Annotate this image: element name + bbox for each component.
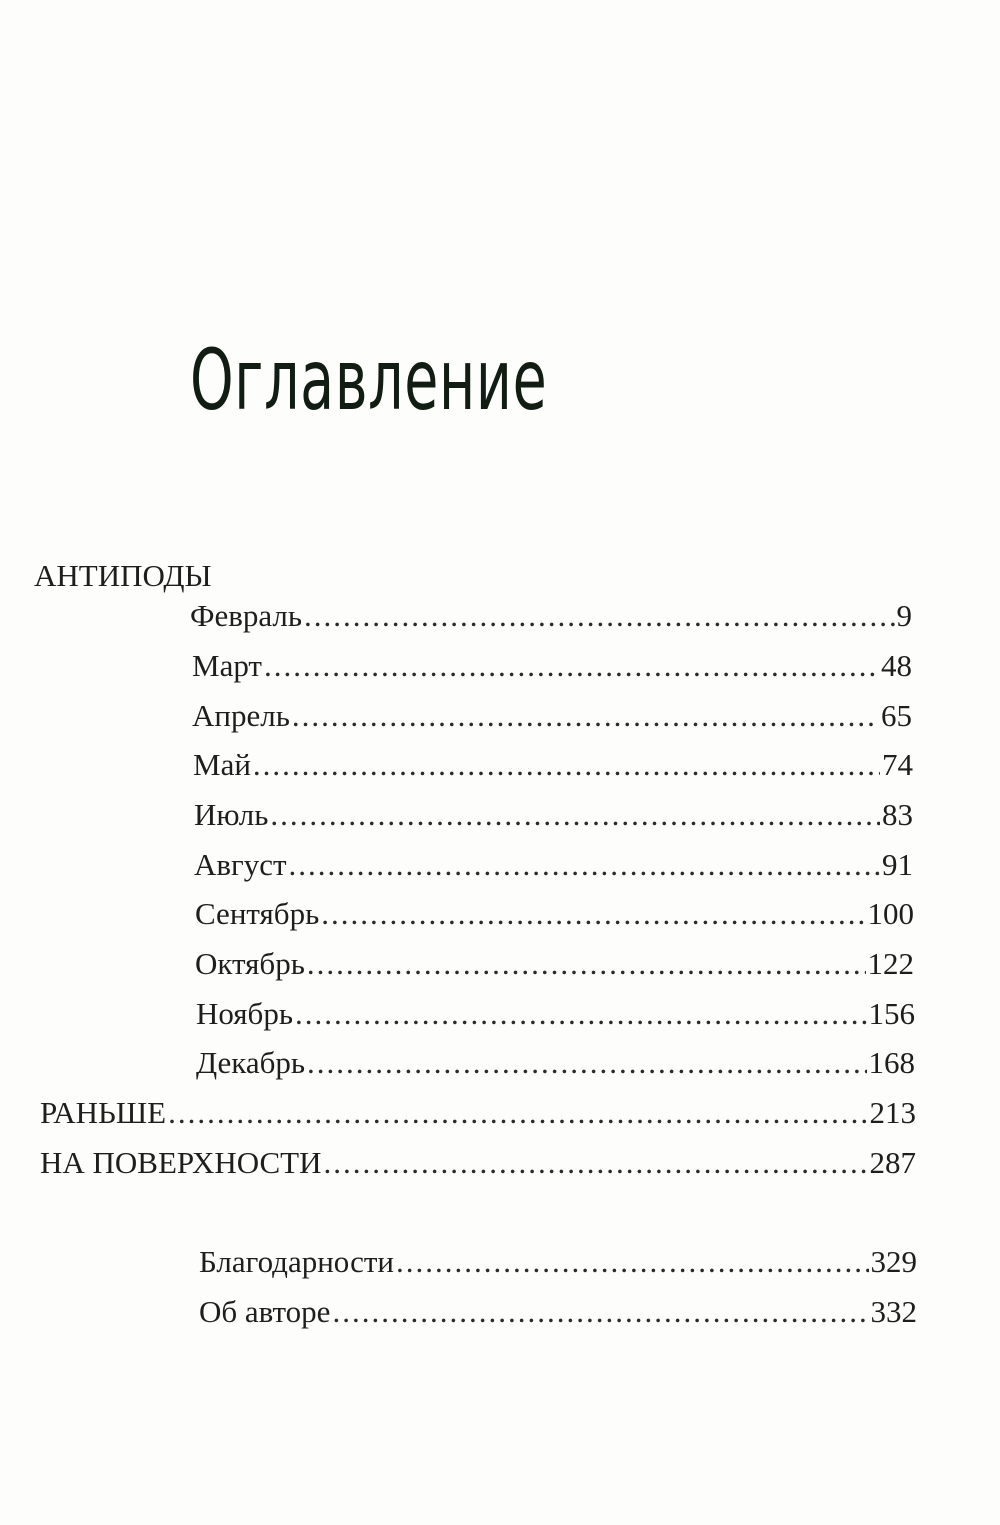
- toc-entry-label: Сентябрь: [195, 896, 320, 931]
- toc-entry: [194, 795, 913, 835]
- toc-part-entry: [40, 1093, 916, 1133]
- dot-leader: [292, 696, 879, 736]
- dot-leader: [307, 1043, 866, 1083]
- toc-entry-page: 83: [882, 797, 913, 832]
- toc-entry: [195, 944, 914, 984]
- toc-entry: [193, 745, 913, 785]
- toc-entry-page: 122: [867, 946, 914, 981]
- toc-entry-label: Июль: [194, 797, 269, 832]
- toc-entry: [190, 596, 912, 636]
- dot-leader: [304, 596, 894, 636]
- toc-entry: [194, 845, 913, 885]
- toc-backmatter-entry: [199, 1242, 917, 1282]
- toc-part-page: 213: [869, 1095, 916, 1130]
- toc-part-label: РАНЬШЕ: [40, 1095, 167, 1130]
- toc-backmatter-label: Об авторе: [199, 1294, 331, 1329]
- dot-leader: [324, 1143, 868, 1183]
- toc-entry-page: 156: [868, 996, 915, 1031]
- toc-entry: [196, 1043, 915, 1083]
- toc-entry-label: Май: [193, 747, 251, 782]
- toc-part-page: 287: [869, 1145, 916, 1180]
- dot-leader: [168, 1093, 867, 1133]
- toc-entry-page: 100: [867, 896, 914, 931]
- toc-backmatter-page: 332: [870, 1294, 917, 1329]
- dot-leader: [270, 795, 880, 835]
- toc-entry-page: 48: [881, 648, 912, 683]
- dot-leader: [321, 894, 865, 934]
- toc-entry: [195, 894, 914, 934]
- toc-backmatter-entry: [199, 1292, 917, 1332]
- dot-leader: [396, 1242, 869, 1282]
- toc-entry-page: 168: [868, 1045, 915, 1080]
- section-heading-antipody: АНТИПОДЫ: [34, 558, 212, 593]
- toc-entry: [192, 696, 912, 736]
- toc-entry-page: 91: [882, 847, 913, 882]
- toc-part-label: НА ПОВЕРХНОСТИ: [40, 1145, 322, 1180]
- toc-backmatter-page: 329: [870, 1244, 917, 1279]
- toc-entry-label: Февраль: [190, 598, 303, 633]
- dot-leader: [295, 994, 867, 1034]
- toc-entry-label: Август: [194, 847, 287, 882]
- toc-entry-label: Апрель: [192, 698, 290, 733]
- dot-leader: [307, 944, 866, 984]
- dot-leader: [264, 646, 879, 686]
- toc-entry-label: Декабрь: [196, 1045, 306, 1080]
- dot-leader: [253, 745, 880, 785]
- toc-entry-label: Ноябрь: [196, 996, 293, 1031]
- dot-leader: [332, 1292, 868, 1332]
- toc-entry-page: 74: [882, 747, 913, 782]
- toc-entry-label: Март: [192, 648, 262, 683]
- dot-leader: [289, 845, 880, 885]
- toc-entry-label: Октябрь: [195, 946, 305, 981]
- toc-entry-page: 65: [881, 698, 912, 733]
- toc-backmatter-label: Благодарности: [199, 1244, 394, 1279]
- toc-entry: [196, 994, 915, 1034]
- toc-entry: [192, 646, 912, 686]
- toc-part-entry: [40, 1143, 916, 1183]
- page-title: Оглавление: [190, 331, 548, 429]
- toc-entry-page: 9: [896, 598, 912, 633]
